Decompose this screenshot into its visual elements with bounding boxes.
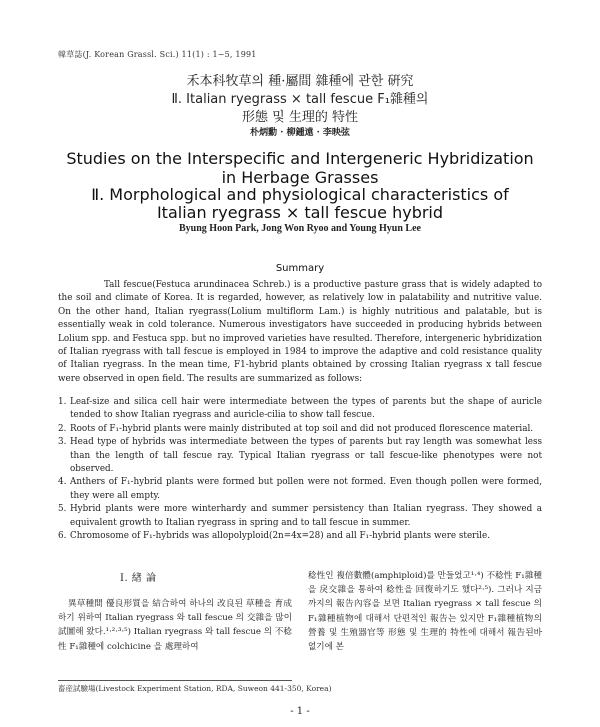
introduction-heading: Ⅰ. 緖 論 xyxy=(120,573,157,584)
list-item-text: Leaf-size and silica cell hair were intermediate between the types of parents but the shape of auricle tended to show Italian ryegrass and auricle-cilia to show tall fescue. xyxy=(70,397,542,421)
list-item-text: Chromosome of F₁-hybrids was allopolyploid(2n=4x=28) and all F₁-hybrid plants were sterile. xyxy=(70,531,490,542)
list-item-number: 6. xyxy=(58,531,67,542)
korean-title-line3: 形態 및 生理的 特性 xyxy=(242,110,358,125)
list-item-text: Head type of hybrids was intermediate between the types of parents but ray length was somewhat less than the length of tall fescue ray. Typical Italian ryegrass or tall fescue-like phenotypes were not observed. xyxy=(70,437,542,475)
list-item-number: 3. xyxy=(58,437,67,448)
footnote-divider xyxy=(58,680,292,681)
korean-title-line2: Ⅱ. Italian ryegrass × tall fescue F₁雜種의 xyxy=(171,92,429,107)
list-item-text: Anthers of F₁-hybrid plants were formed but pollen were not formed. Even though pollen were formed, they were all empty. xyxy=(70,477,542,501)
summary-paragraph-text: Tall fescue(Festuca arundinacea Schreb.) is a productive pasture grass that is widely adapted to the soil and climate of Korea. It is regarded, however, as relatively low in palatability and nutritive value. On the other hand, Italian ryegrass(Lolium multiflorm Lam.) is highly nutritious and palatable, but is essentially weak in cold tolerance. Numerous investigators have succeeded in producing hybrids between Lolium spp. and Festuca spp. but no improved varieties have resulted. Therefore, intergeneric hybridization of Italian ryegrass with tall fescue is employed in 1984 to improve the adaptive and cold resistance quality of Italian ryegrass. In the mean time, F1-hybrid plants obtained by crossing Italian ryegrass x tall fescue were observed in open field. The results are summarized as follows: xyxy=(58,280,542,384)
summary-heading: Summary xyxy=(275,263,325,274)
list-item xyxy=(58,476,542,503)
page-number: - 1 - xyxy=(290,706,310,717)
summary-results-list xyxy=(58,396,542,543)
list-item-text: Hybrid plants were more winterhardy and summer persistency than Italian ryegrass. They showed a equivalent growth to Italian ryegrass in spring and to tall fescue in summer. xyxy=(70,504,542,528)
list-item-number: 5. xyxy=(58,504,67,515)
list-item-number: 2. xyxy=(58,423,67,434)
english-title-line4: Italian ryegrass × tall fescue hybrid xyxy=(156,203,444,222)
list-item xyxy=(58,530,542,543)
list-item-text: Roots of F₁-hybrid plants were mainly distributed at top soil and did not produced florescence material. xyxy=(70,423,534,434)
list-item-number: 4. xyxy=(58,477,67,488)
affiliation-footnote: 畜産試驗場(Livestock Experiment Station, RDA, Suweon 441-350, Korea) xyxy=(58,684,332,693)
summary-paragraph xyxy=(58,279,542,386)
korean-authors: 朴炳勳 · 柳鍾遠 · 李映弦 xyxy=(250,128,350,138)
english-title-line1: Studies on the Interspecific and Intergeneric Hybridization xyxy=(66,149,534,168)
english-authors: Byung Hoon Park, Jong Won Ryoo and Young Hyun Lee xyxy=(179,223,421,234)
introduction-left-column xyxy=(58,597,292,654)
list-item xyxy=(58,396,542,423)
list-item-number: 1. xyxy=(58,397,67,407)
list-item xyxy=(58,423,542,436)
introduction-right-column xyxy=(308,569,542,654)
english-title-line3: Ⅱ. Morphological and physiological characteristics of xyxy=(91,185,509,204)
introduction-right-text: 稔性인 複倍數體(amphiploid)를 만들었고¹·⁴) 不稔性 F₁雜種을 戾交雜을 통하여 稔性을 回復하기도 했다²·⁵). 그러나 지금까지의 報告內容을 보면 Italian ryegrass × tall fescue 의 F₁雜種植物에 대해서 단편적인 報告는 있지만 F₁雜種植物의 營養 및 生殖器官等 形態 및 生理的 特性에 대해서 報告된바 없기에 본 xyxy=(308,571,542,653)
journal-citation: 韓草誌(J. Korean Grassl. Sci.) 11(1) : 1~5, 1991 xyxy=(58,50,257,59)
korean-title-line1: 禾本科牧草의 種·屬間 雜種에 관한 硏究 xyxy=(186,74,414,89)
list-item xyxy=(58,503,542,530)
english-title-line2: in Herbage Grasses xyxy=(221,168,379,187)
list-item xyxy=(58,436,542,476)
introduction-left-text: 異草種間 優良形質을 結合하여 하나의 改良된 草種을 育成하기 위하여 Italian ryegrass 와 tall fescue 의 交雜을 많이 試圖해 왔다.¹·²·³·⁵) Italian ryegrass 와 tall fescue 의 不稔性 F₁雜種에 colchicine 을 處理하여 xyxy=(58,599,292,652)
